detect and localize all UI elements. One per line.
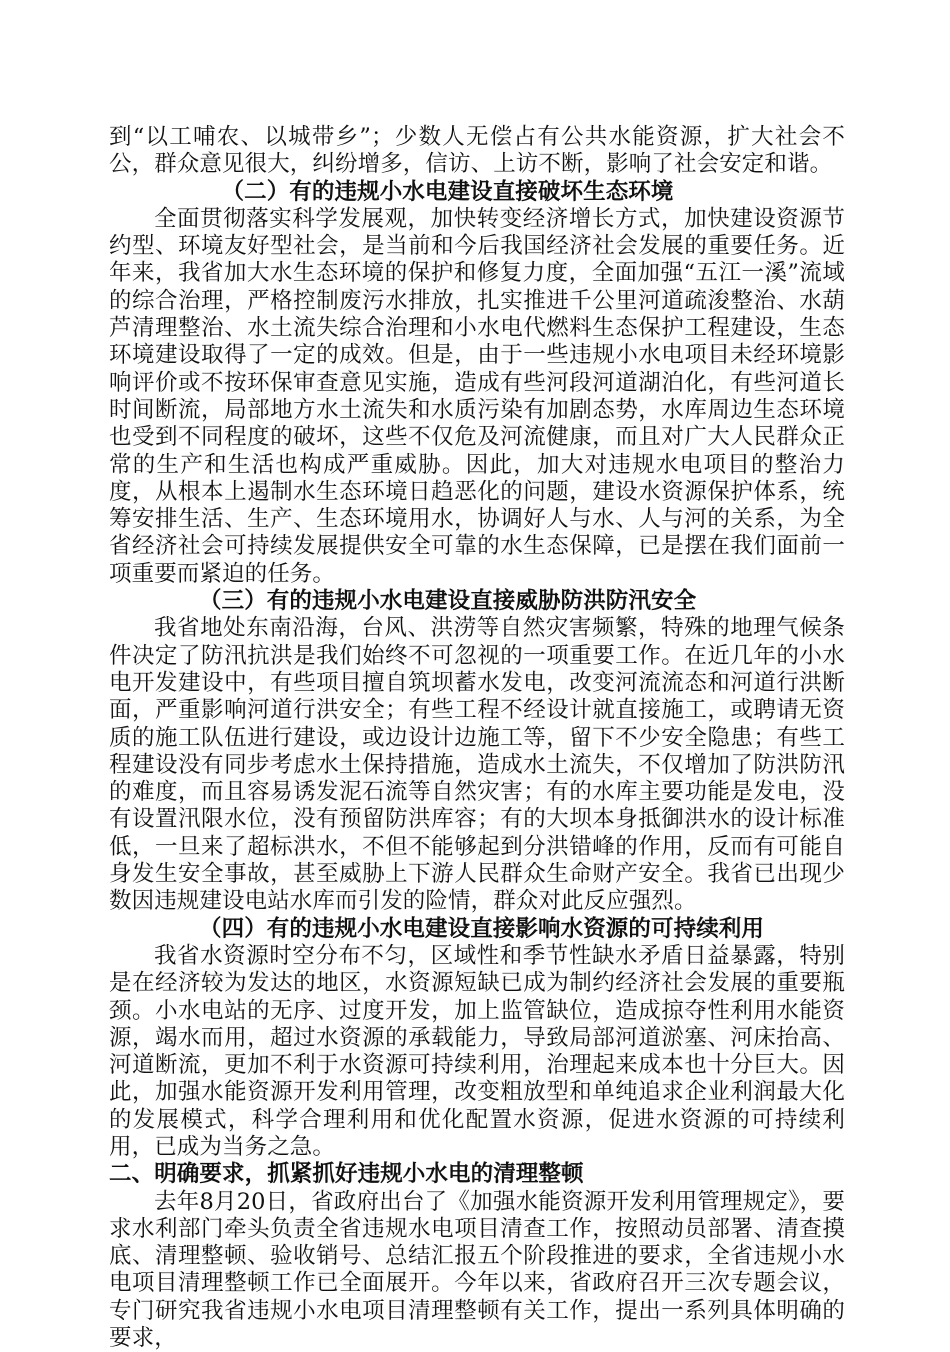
section-heading-3: （三）有的违规小水电建设直接威胁防洪防汛安全	[199, 588, 697, 615]
document-page	[109, 124, 845, 1352]
section-heading-2: （二）有的违规小水电建设直接破坏生态环境	[221, 178, 674, 205]
paragraph-continued: 到“以工哺农、以城带乡”；少数人无偿占有公共水能资源，扩大社会不公，群众意见很大，纠纷增多，信访、上访不断，影响了社会安定和谐。	[109, 124, 845, 178]
section-heading-4: （四）有的违规小水电建设直接影响水资源的可持续利用	[199, 915, 765, 942]
paragraph-water-resources: 我省水资源时空分布不匀，区域性和季节性缺水矛盾日益暴露，特别是在经济较为发达的地区，水资源短缺已成为制约经济社会发展的重要瓶颈。小水电站的无序、过度开发，加上监管缺位，造成掠夺性利用水能资源，竭水而用，超过水资源的承载能力，导致局部河道淤塞、河床抬高、河道断流，更加不利于水资源可持续利用，治理起来成本也十分巨大。因此，加强水能资源开发利用管理，改变粗放型和单纯追求企业利润最大化的发展模式，科学合理利用和优化配置水资源，促进水资源的可持续利用，已成为当务之急。	[109, 942, 845, 1160]
paragraph-rectification: 去年8月20日，省政府出台了《加强水能资源开发利用管理规定》，要求水利部门牵头负责全省违规水电项目清查工作，按照动员部署、清查摸底、清理整顿、验收销号、总结汇报五个阶段推进的要求，全省违规小水电项目清理整顿工作已全面展开。今年以来，省政府召开三次专题会议，专门研究我省违规小水电项目清理整顿有关工作，提出一系列具体明确的要求，	[109, 1188, 845, 1352]
paragraph-ecology: 全面贯彻落实科学发展观，加快转变经济增长方式，加快建设资源节约型、环境友好型社会，是当前和今后我国经济社会发展的重要任务。近年来，我省加大水生态环境的保护和修复力度，全面加强“五江一溪”流域的综合治理，严格控制废污水排放，扎实推进千公里河道疏浚整治、水葫芦清理整治、水土流失综合治理和小水电代燃料生态保护工程建设，生态环境建设取得了一定的成效。但是，由于一些违规小水电项目未经环境影响评价或不按环保审查意见实施，造成有些河段河道湖泊化，有些河道长时间断流，局部地方水土流失和水质污染有加剧态势，水库周边生态环境也受到不同程度的破坏，这些不仅危及河流健康，而且对广大人民群众正常的生产和生活也构成严重威胁。因此，加大对违规水电项目的整治力度，从根本上遏制水生态环境日趋恶化的问题，建设水资源保护体系，统筹安排生活、生产、生态环境用水，协调好人与水、人与河的关系，为全省经济社会可持续发展提供安全可靠的水生态保障，已是摆在我们面前一项重要而紧迫的任务。	[109, 205, 845, 587]
paragraph-flood-safety: 我省地处东南沿海，台风、洪涝等自然灾害频繁，特殊的地理气候条件决定了防汛抗洪是我们始终不可忽视的一项重要工作。在近几年的小水电开发建设中，有些项目擅自筑坝蓄水发电，改变河流流态和河道行洪断面，严重影响河道行洪安全；有些工程不经设计就直接施工，或聘请无资质的施工队伍进行建设，或边设计边施工等，留下不少安全隐患；有些工程建设没有同步考虑水土保持措施，造成水土流失，不仅增加了防洪防汛的难度，而且容易诱发泥石流等自然灾害；有的水库主要功能是发电，没有设置汛限水位，没有预留防洪库容；有的大坝本身抵御洪水的设计标准低，一旦来了超标洪水，不但不能够起到分洪错峰的作用，反而有可能自身发生安全事故，甚至威胁上下游人民群众生命财产安全。我省已出现少数因违规建设电站水库而引发的险情，群众对此反应强烈。	[109, 615, 845, 915]
chapter-heading-2: 二、明确要求，抓紧抓好违规小水电的清理整顿	[109, 1161, 584, 1188]
